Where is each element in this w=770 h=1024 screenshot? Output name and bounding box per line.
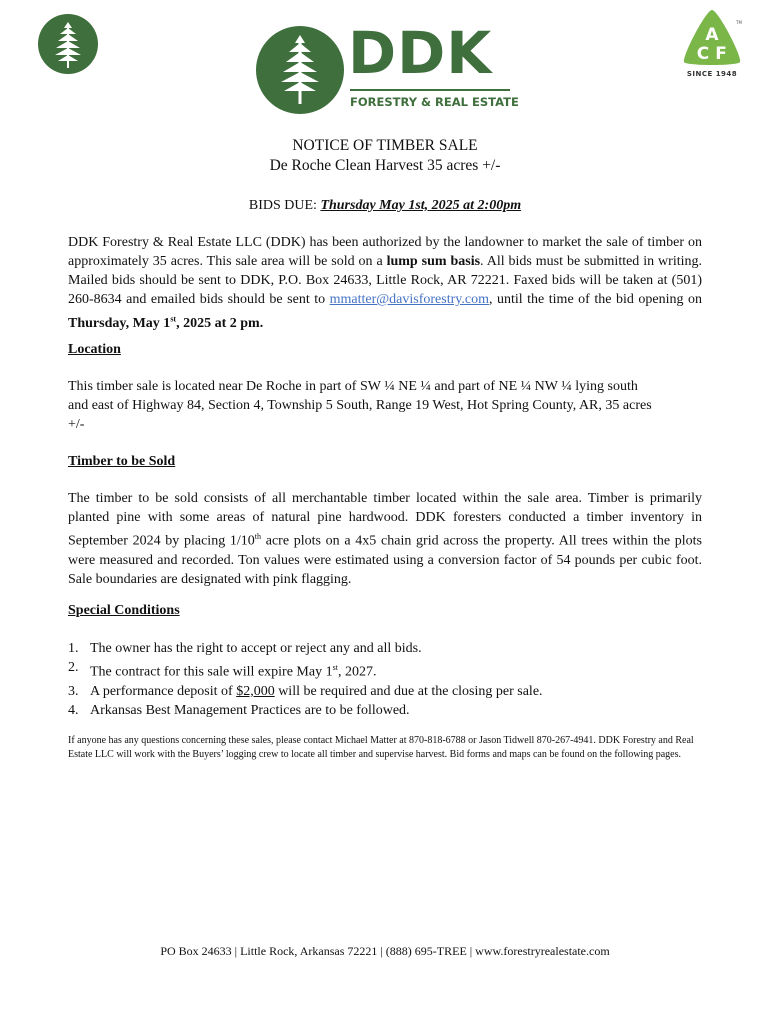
conditions-list <box>68 639 702 720</box>
notice-subtitle: De Roche Clean Harvest 35 acres +/- <box>269 157 501 174</box>
logo-brand-text: DDK <box>348 19 493 87</box>
bid-opening-date: Thursday, May 1st, 2025 at 2 pm. <box>68 314 264 331</box>
logo-tagline: FORESTRY & REAL ESTATE <box>350 95 519 109</box>
timber-heading: Timber to be Sold <box>68 454 176 469</box>
intro-text-1: DDK Forestry & Real Estate LLC (DDK) has been authorized by the landowner to market the sale of timber on approximately 35 acres. This sale area will be sold on a <box>68 235 702 269</box>
conditions-heading: Special Conditions <box>68 603 180 618</box>
svg-text:C: C <box>696 44 710 64</box>
bids-due-date: Thursday May 1st, 2025 at 2:00pm <box>320 198 522 213</box>
svg-text:A: A <box>705 25 719 45</box>
condition-item-2: 2. The contract for this sale will expire May 1st, 2027. <box>68 660 377 680</box>
lump-sum-text: lump sum basis <box>386 254 481 269</box>
logo-divider <box>350 89 510 91</box>
email-link[interactable]: mmatter@davisforestry.com <box>329 292 489 307</box>
intro-paragraph <box>68 233 702 333</box>
bids-due-label: BIDS DUE: <box>248 198 317 213</box>
acf-logo <box>680 8 744 80</box>
notice-title: NOTICE OF TIMBER SALE <box>292 137 478 154</box>
tree-emblem-icon <box>256 26 344 114</box>
condition-item-3: 3. A performance deposit of $2,000 will be required and due at the closing per sale. <box>68 683 543 699</box>
tree-logo-small <box>38 14 98 74</box>
acf-since: SINCE 1948 <box>686 70 738 78</box>
acf-trademark: TM <box>736 20 742 25</box>
deposit-amount: $2,000 <box>236 683 275 699</box>
intro-text-2: . All bids must be submitted in writing. Mailed bids should be sent to DDK, P.O. Box 24633, Little Rock, AR 72221. Faxed bids will be taken at (501) 260-8634 and emailed bids should be sent to <box>68 254 702 307</box>
location-heading: Location <box>68 342 121 357</box>
acf-emblem-icon <box>680 8 744 68</box>
bids-due-line <box>0 198 770 214</box>
svg-text:F: F <box>715 44 727 64</box>
intro-text-3: , until the time of the bid opening on <box>488 292 702 307</box>
location-text: This timber sale is located near De Roche in part of SW ¼ NE ¼ and part of NE ¼ NW ¼ lying south and east of Highway 84, Section 4, Township 5 South, Range 19 West, Hot Spring County, AR, 35 acres +/- <box>68 379 652 432</box>
condition-item-4: 4. Arkansas Best Management Practices are to be followed. <box>68 702 410 718</box>
contact-note: If anyone has any questions concerning these sales, please contact Michael Matter at 870-818-6788 or Jason Tidwell 870-267-4941. DDK Forestry and Real Estate LLC will work with the Buyers’ logging crew to locate all timber and supervise harvest. Bid forms and maps can be found on the following pages. <box>68 735 694 760</box>
timber-paragraph: The timber to be sold consists of all merchantable timber located within the sale area. Timber is primarily planted pine with some areas of natural pine hardwood. DDK foresters conducted a timber inventory in September 2024 by placing 1/10th acre plots on a 4x5 chain grid across the property. All trees within the plots were measured and recorded. Ton values were estimated using a conversion factor of 54 pounds per cubic foot. Sale boundaries are designated with pink flagging. <box>68 491 702 587</box>
condition-item-1: 1. The owner has the right to accept or reject any and all bids. <box>68 641 422 656</box>
ddk-logo <box>256 19 519 114</box>
page-footer: PO Box 24633 | Little Rock, Arkansas 72221 | (888) 695-TREE | www.forestryrealestate.com <box>160 944 610 958</box>
